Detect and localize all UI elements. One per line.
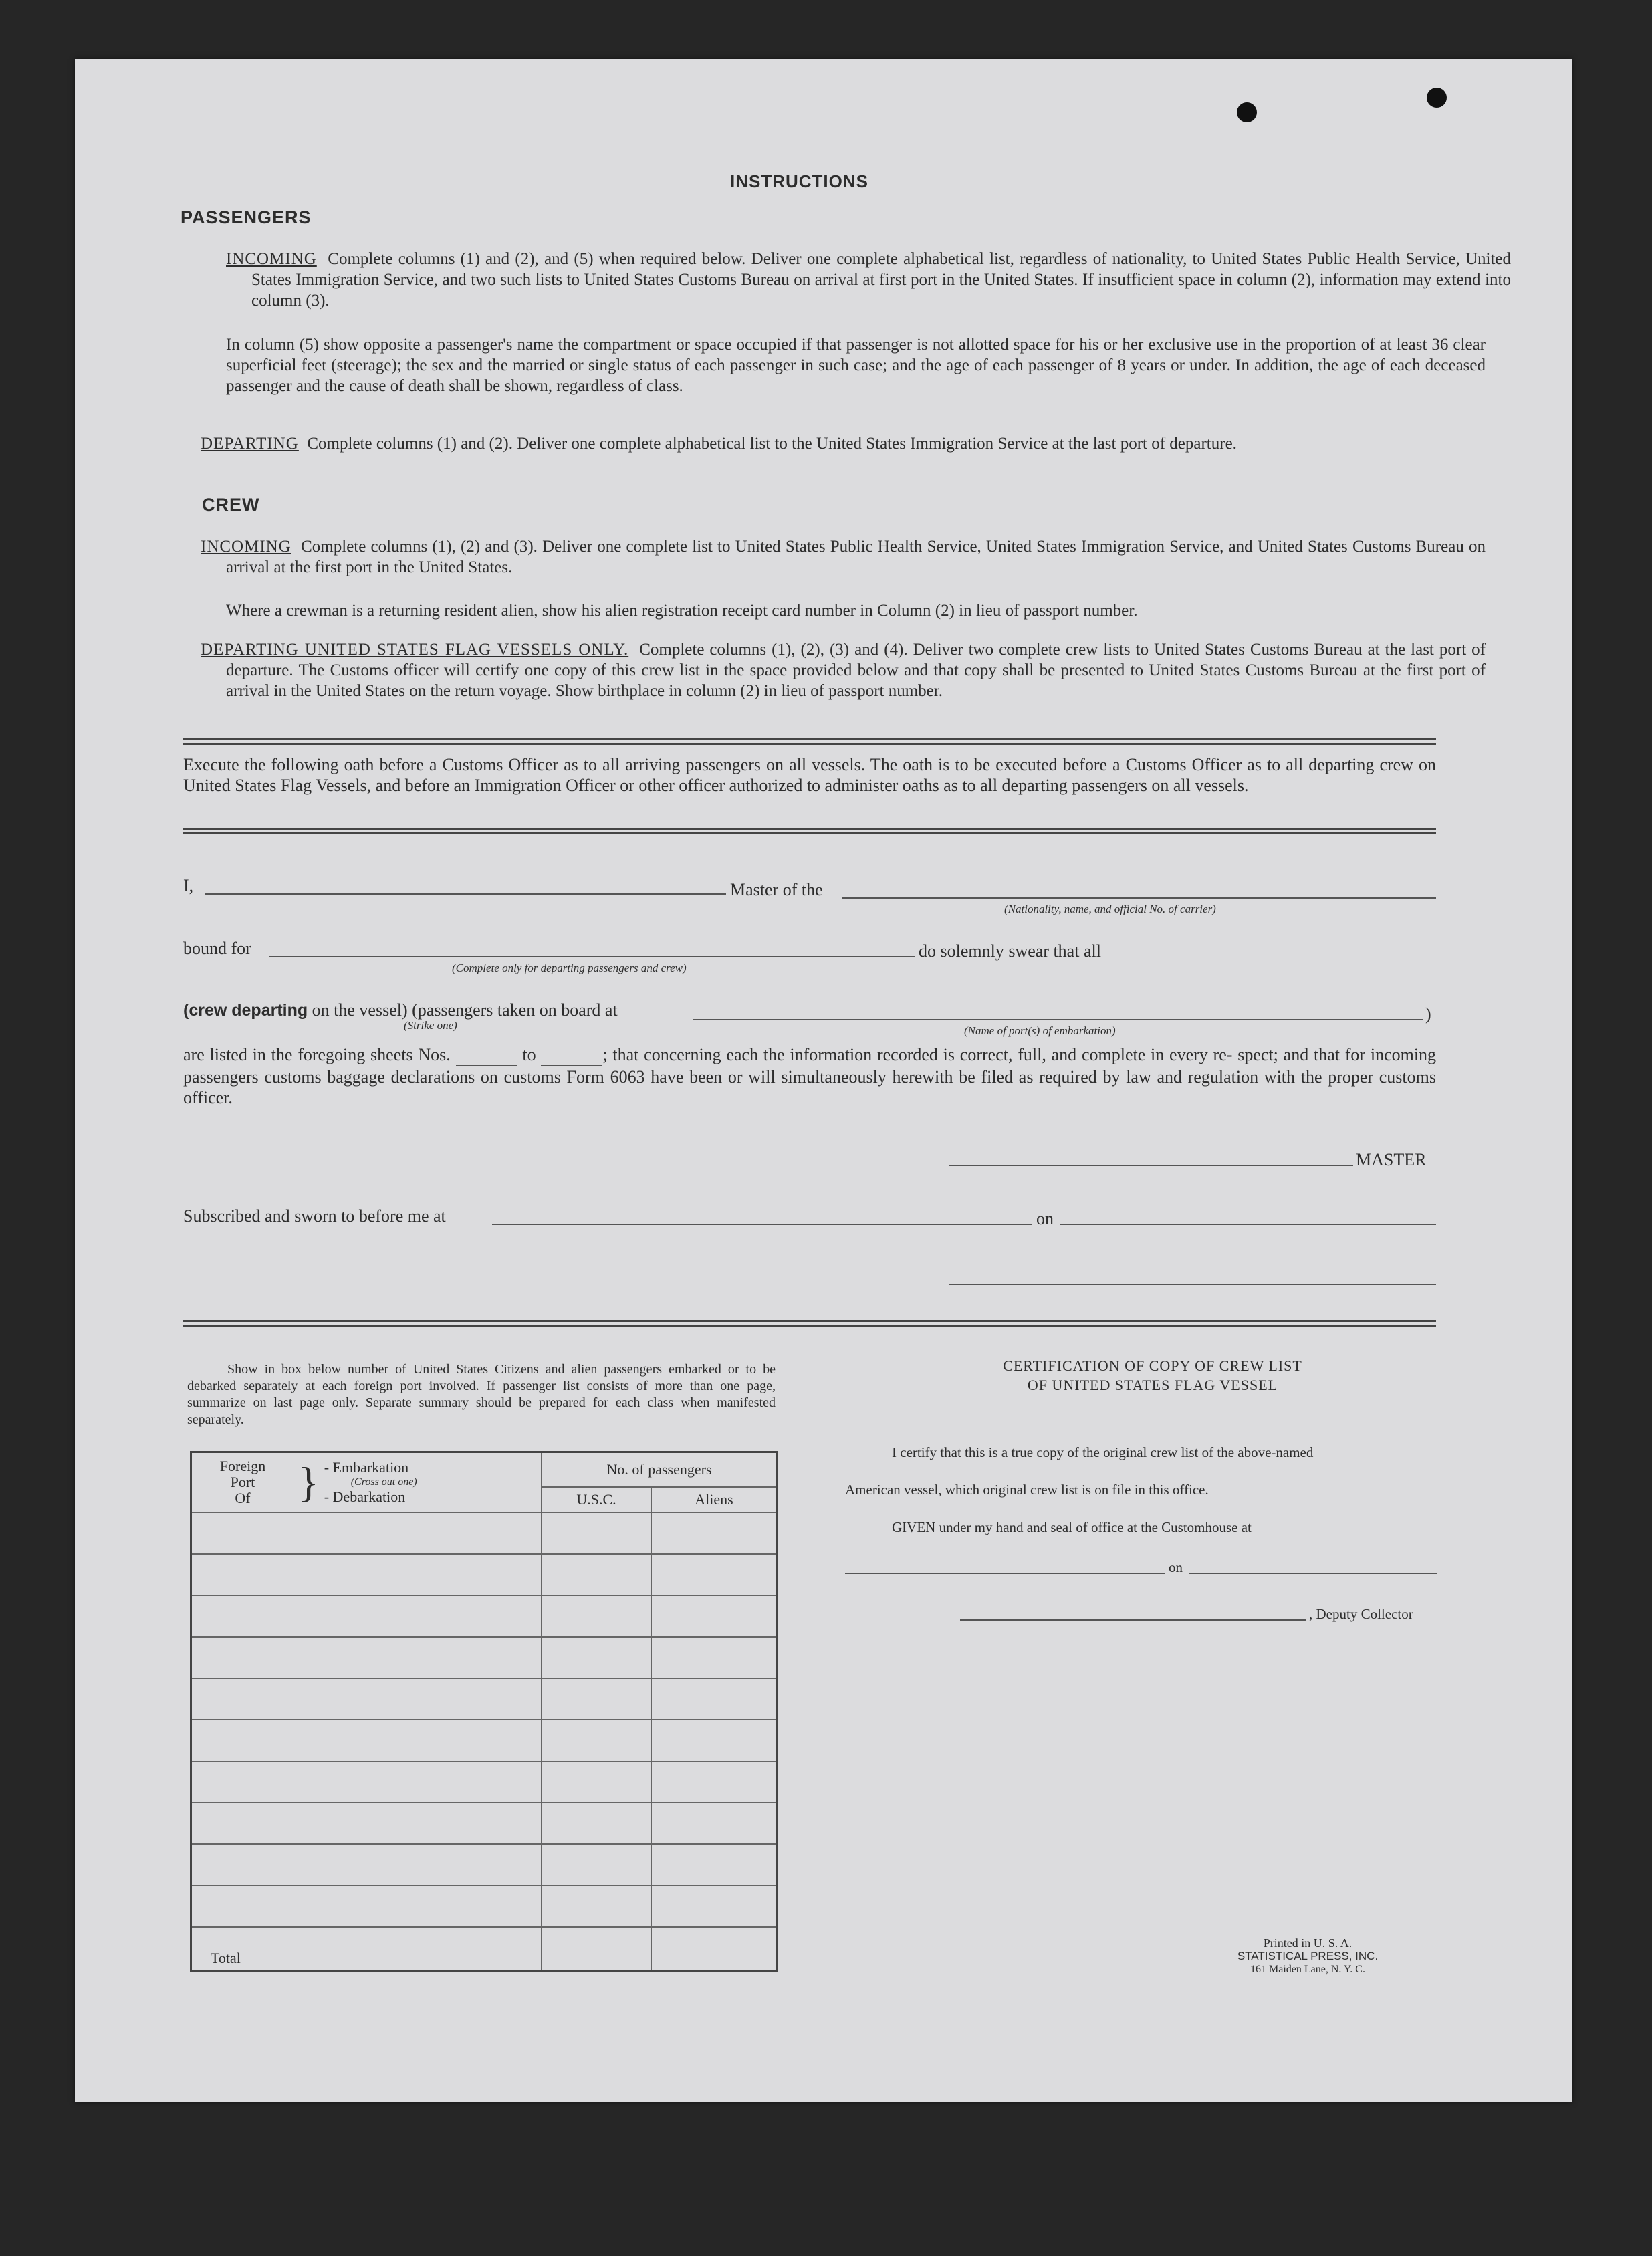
oath-i-label: I, (183, 876, 194, 895)
certification-heading: CERTIFICATION OF COPY OF CREW LIST OF UNITED STATES FLAG VESSEL (1003, 1357, 1302, 1393)
given-text: GIVEN under my hand and seal of office at the Customhouse at (892, 1519, 1252, 1535)
form-page (75, 59, 1572, 2102)
aliens-cell[interactable] (651, 1678, 778, 1720)
sworn-date-field[interactable] (1060, 1224, 1436, 1225)
nationality-caption: (Nationality, name, and official No. of carrier) (1004, 903, 1216, 915)
foreign-port-of-label: Foreign Port Of (219, 1458, 266, 1506)
crew-incoming-text: Complete columns (1), (2) and (3). Deliver one complete list to United States Public Health Service, United States Immigration Service, and United States Customs Bureau on arrival at the first port in the United States. (226, 538, 1486, 576)
certify-text: I certify that this is a true copy of the original crew list of the above-named (892, 1444, 1314, 1460)
usc-cell[interactable] (542, 1886, 651, 1927)
usc-cell[interactable] (542, 1844, 651, 1886)
total-row (191, 1927, 778, 1971)
passengers-departing-text: Complete columns (1) and (2). Deliver one complete alphabetical list to the United States Immigration Service at the last port of departure. (307, 435, 1237, 453)
table-row (191, 1720, 778, 1761)
port-cell[interactable] (191, 1886, 542, 1927)
passengers-departing-paragraph (201, 433, 1486, 454)
box-instruction: Show in box below number of United States Citizens and alien passengers embarked or to be debarked separately at each foreign port involved. If passenger list consists of more than one page, summarize on last page only. Separate summary should be prepared for each class when manifested separately. (187, 1362, 776, 1427)
aliens-cell[interactable] (651, 1720, 778, 1761)
usc-cell[interactable] (542, 1595, 651, 1637)
passengers-incoming-label: INCOMING (226, 250, 317, 268)
listed-text-a: are listed in the foregoing sheets Nos. (183, 1045, 451, 1064)
sheet-from-field[interactable] (456, 1044, 517, 1066)
port-cell[interactable] (191, 1803, 542, 1844)
table-row (191, 1886, 778, 1927)
usc-cell[interactable] (542, 1720, 651, 1761)
aliens-cell[interactable] (651, 1803, 778, 1844)
aliens-cell[interactable] (651, 1761, 778, 1803)
port-cell[interactable] (191, 1554, 542, 1595)
embarkation-port-field[interactable] (693, 1019, 1423, 1020)
crew-incoming-label: INCOMING (201, 538, 291, 556)
crew-heading: CREW (202, 495, 260, 515)
crew-incoming-paragraph (201, 536, 1486, 578)
bound-for-field[interactable] (269, 956, 915, 957)
page-title: INSTRUCTIONS (730, 171, 868, 191)
no-passengers-header: No. of passengers (542, 1452, 778, 1488)
close-paren: ) (1425, 1004, 1431, 1024)
officer-signature-field[interactable] (949, 1284, 1436, 1285)
sworn-place-field[interactable] (492, 1224, 1032, 1225)
table-row (191, 1803, 778, 1844)
aliens-cell[interactable] (651, 1844, 778, 1886)
strike-one-caption: (Strike one) (404, 1019, 457, 1032)
carrier-field[interactable] (842, 897, 1436, 899)
table-row (191, 1554, 778, 1595)
printer-imprint: Printed in U. S. A. STATISTICAL PRESS, INC. 161 Maiden Lane, N. Y. C. (1237, 1936, 1379, 1975)
listed-to: to (522, 1045, 536, 1064)
vessel-line (183, 1000, 618, 1020)
listed-text-b: ; that concerning each the information recorded is correct, full, and complete in every re- (602, 1045, 1233, 1064)
double-rule (183, 1320, 1436, 1327)
total-label: Total (191, 1927, 542, 1971)
passengers-heading: PASSENGERS (181, 207, 312, 227)
complete-only-caption: (Complete only for departing passengers and crew) (452, 962, 687, 974)
usc-cell[interactable] (542, 1761, 651, 1803)
usc-cell[interactable] (542, 1512, 651, 1554)
deputy-collector-label: , Deputy Collector (1309, 1606, 1413, 1622)
deputy-signature-field[interactable] (960, 1619, 1306, 1621)
sheet-to-field[interactable] (541, 1044, 602, 1066)
aliens-header: Aliens (651, 1487, 778, 1512)
port-cell[interactable] (191, 1512, 542, 1554)
usc-cell[interactable] (542, 1637, 651, 1678)
debarkation-option[interactable]: - Debarkation (324, 1488, 406, 1505)
passengers-departing-label: DEPARTING (201, 435, 299, 453)
ports-caption: (Name of port(s) of embarkation) (964, 1024, 1116, 1037)
double-rule (183, 738, 1436, 745)
table-row (191, 1844, 778, 1886)
usc-cell[interactable] (542, 1803, 651, 1844)
aliens-cell[interactable] (651, 1886, 778, 1927)
listed-text-c: spect; and that for incoming passengers customs baggage declarations on customs Form 6063 have been or will simultaneously herewith be filed as required by law and regulation with the proper customs officer. (183, 1045, 1437, 1107)
port-cell[interactable] (191, 1678, 542, 1720)
table-row (191, 1637, 778, 1678)
punch-hole-icon (1237, 102, 1257, 122)
american-vessel-text: American vessel, which original crew list is on file in this office. (845, 1482, 1209, 1498)
master-signature-field[interactable] (949, 1165, 1353, 1166)
crew-resident-paragraph: Where a crewman is a returning resident alien, show his alien registration receipt card number in Column (2) in lieu of passport number. (226, 602, 1138, 620)
brace-icon: } (298, 1458, 319, 1506)
usc-header: U.S.C. (542, 1487, 651, 1512)
master-label: MASTER (1356, 1150, 1427, 1169)
aliens-cell[interactable] (651, 1637, 778, 1678)
table-row (191, 1595, 778, 1637)
table-row (191, 1761, 778, 1803)
cert-date-field[interactable] (1189, 1573, 1437, 1574)
swear-label: do solemnly swear that all (919, 941, 1101, 961)
table-row (191, 1678, 778, 1720)
crew-departing-text: Complete columns (1), (2), (3) and (4). Deliver two complete crew lists to United States Customs Bureau at the last port of departure. The Customs officer will certify one copy of this crew list in the space provided below and that copy shall be presented to United States Customs Bureau at the first port of arrival in the United States on the return voyage. Show birthplace in column (2) in lieu of passport number. (226, 641, 1486, 700)
crew-departing-paragraph (201, 639, 1486, 701)
usc-cell[interactable] (542, 1554, 651, 1595)
customhouse-field[interactable] (845, 1573, 1165, 1574)
master-of-label: Master of the (730, 880, 823, 899)
bound-for-label: bound for (183, 939, 251, 958)
usc-cell[interactable] (542, 1678, 651, 1720)
aliens-cell[interactable] (651, 1554, 778, 1595)
aliens-cell[interactable] (651, 1595, 778, 1637)
port-cell[interactable] (191, 1844, 542, 1886)
usc-total-cell[interactable] (542, 1927, 651, 1971)
crew-departing-option[interactable]: (crew departing (183, 1001, 308, 1020)
passengers-column5-paragraph: In column (5) show opposite a passenger's name the compartment or space occupied if that passenger is not allotted space for his or her exclusive use in the proportion of at least 36 clear superficial feet (steerage); the sex and the married or single status of each passenger in such case; and the age of each passenger of 8 years or under. In addition, the age of each deceased passenger and the cause of death shall be shown, regardless of class. (226, 336, 1486, 395)
embarkation-option[interactable]: - Embarkation (324, 1459, 409, 1476)
port-cell[interactable] (191, 1761, 542, 1803)
cross-out-note: (Cross out one) (350, 1476, 417, 1488)
cert-on-label: on (1169, 1559, 1183, 1575)
listed-paragraph (183, 1044, 1436, 1108)
double-rule (183, 828, 1436, 834)
foreign-port-header (191, 1452, 542, 1513)
table-row (191, 1512, 778, 1554)
sworn-on-label: on (1036, 1209, 1054, 1228)
passengers-incoming-paragraph (226, 249, 1511, 311)
port-cell[interactable] (191, 1720, 542, 1761)
aliens-cell[interactable] (651, 1512, 778, 1554)
port-cell[interactable] (191, 1595, 542, 1637)
on-vessel-option[interactable]: on the vessel) (passengers taken on board at (312, 1000, 618, 1020)
passenger-summary-table (190, 1451, 778, 1972)
port-cell[interactable] (191, 1637, 542, 1678)
passengers-incoming-text: Complete columns (1) and (2), and (5) when required below. Deliver one complete alphabetical list, regardless of nationality, to United States Public Health Service, United States Immigration Service, and two such lists to United States Customs Bureau on arrival at first port in the United States. If insufficient space in column (2), information may extend into column (3). (251, 250, 1511, 310)
crew-departing-label: DEPARTING UNITED STATES FLAG VESSELS ONLY. (201, 641, 629, 659)
subscribed-label: Subscribed and sworn to before me at (183, 1206, 446, 1226)
punch-hole-icon (1427, 88, 1447, 108)
master-name-field[interactable] (205, 893, 726, 895)
aliens-total-cell[interactable] (651, 1927, 778, 1971)
oath-instruction: Execute the following oath before a Customs Officer as to all arriving passengers on all vessels. The oath is to be executed before a Customs Officer as to all departing crew on United States Flag Vessels, and before an Immigration Officer or other officer authorized to administer oaths as to all departing passengers on all vessels. (183, 755, 1436, 795)
